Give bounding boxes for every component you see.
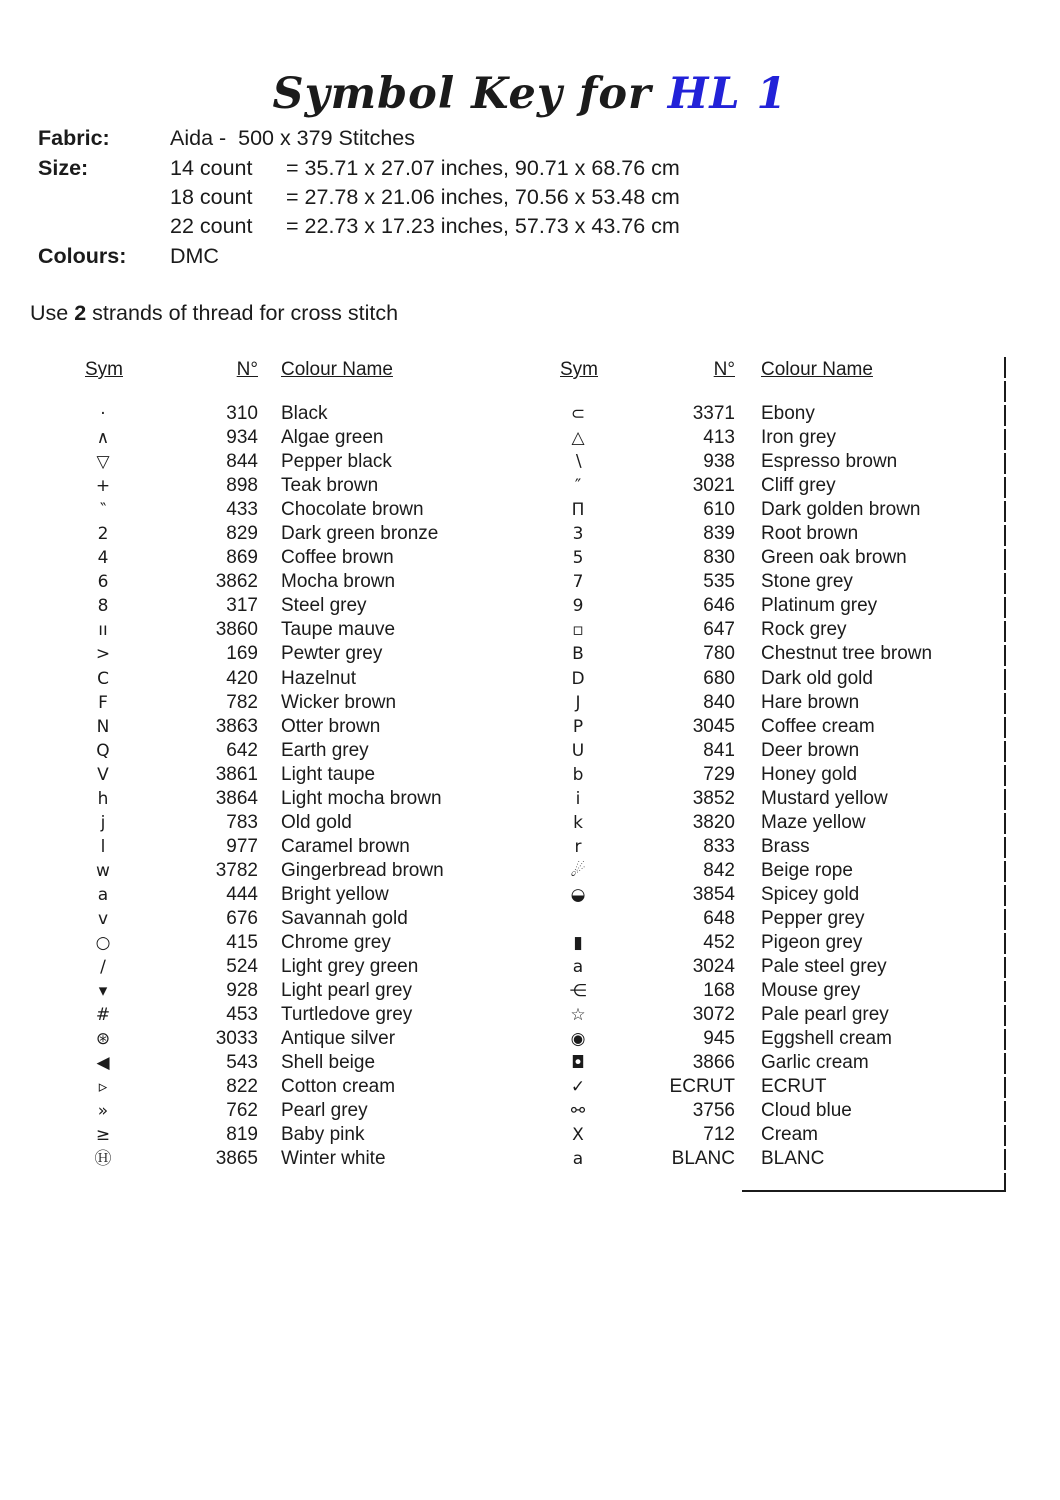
symbol-cell: h [97,788,109,809]
key-row [560,1027,1000,1051]
colour-name-cell: Otter brown [281,715,381,737]
symbol-cell: 2 [97,524,109,545]
number-cell: 169 [226,643,258,665]
key-row [85,1051,525,1075]
number-cell: 3866 [692,1052,735,1074]
colour-name-cell: Pale pearl grey [761,1004,889,1026]
number-cell: 3371 [692,403,735,424]
colour-name-cell: Cream [761,1124,819,1146]
size-dims-14: = 35.71 x 27.07 inches, 90.71 x 68.76 cm [286,156,680,180]
number-cell: 444 [226,883,258,905]
symbol-cell: 9 [572,596,584,617]
key-row [560,1051,1000,1075]
symbol-cell: 6 [97,572,109,593]
symbol-cell: 8 [97,596,109,617]
colour-name-cell: Rock grey [761,619,847,641]
key-row [560,715,1000,739]
number-cell: 610 [703,499,735,521]
symbol-cell: Q [96,740,110,761]
key-row [85,570,525,594]
number-cell: 535 [703,571,735,593]
strands-instruction [30,301,398,326]
number-cell: 841 [703,739,735,761]
size-line-22 [38,214,680,238]
colour-name-cell: Caramel brown [281,835,410,857]
symbol-cell: · [100,404,106,424]
number-cell: 646 [703,595,735,617]
number-cell: 945 [703,1028,735,1050]
size-count-18: 18 count [170,185,253,209]
colour-name-cell: Ebony [761,403,815,424]
number-cell: 819 [226,1124,258,1146]
key-row [560,642,1000,666]
number-cell: 524 [226,956,258,978]
header-number: N° [713,359,735,380]
number-cell: 3024 [692,956,735,978]
key-row [560,763,1000,787]
symbol-cell: ☆ [570,1005,586,1026]
colour-name-cell: Dark green bronze [281,523,439,545]
key-row [560,546,1000,570]
key-row [85,1099,525,1123]
key-row [560,835,1000,859]
symbol-cell: J [575,692,581,713]
number-cell: 869 [226,547,258,569]
colour-name-cell: Chestnut tree brown [761,643,933,665]
number-cell: 647 [703,619,735,641]
key-row [85,402,525,426]
symbol-cell: ⊂ [570,404,586,424]
number-cell: 310 [226,403,258,424]
colour-name-cell: Root brown [761,523,859,545]
colour-name-cell: Pewter grey [281,643,383,665]
number-cell: 168 [703,980,735,1002]
key-row [85,1027,525,1051]
key-row [85,763,525,787]
symbol-cell: B [572,644,584,665]
header-number: N° [236,359,258,380]
key-row [560,787,1000,811]
header-colour-name: Colour Name [281,359,393,380]
colour-name-cell: Light mocha brown [281,787,442,809]
symbol-cell: ″ [574,476,582,497]
colour-name-cell: Pepper black [281,451,392,473]
key-row [560,955,1000,979]
size-line-14 [38,156,680,180]
number-cell: 830 [703,547,735,569]
symbol-cell: △ [571,428,585,449]
number-cell: 415 [226,932,258,954]
symbol-cell: ∕ [100,957,106,978]
colour-name-cell: Garlic cream [761,1052,869,1074]
symbol-cell: V [97,764,109,785]
key-row [560,426,1000,450]
number-cell: 840 [703,691,735,713]
instruction-suffix: strands of thread for cross stitch [86,301,399,325]
fabric-value: Aida - 500 x 379 Stitches [170,126,416,150]
number-cell: 934 [226,427,258,449]
symbol-cell: > [95,644,111,665]
key-row [85,450,525,474]
symbol-cell: ⚯ [570,1101,586,1122]
number-cell: 317 [226,595,258,617]
symbol-cell: ▽ [96,452,110,473]
symbol-cell: 7 [572,572,584,593]
number-cell: 839 [703,523,735,545]
number-cell: 642 [226,739,258,761]
symbol-cell: Π [571,500,585,521]
symbol-cell: P [572,716,584,737]
colour-name-cell: Turtledove grey [281,1004,413,1026]
number-cell: 833 [703,835,735,857]
key-row [85,667,525,691]
symbol-cell: U [571,740,585,761]
symbol-cell: » [97,1101,109,1122]
colour-name-cell: Black [281,403,328,424]
symbol-cell: j [100,812,106,833]
key-row [85,546,525,570]
number-cell: 420 [226,667,258,689]
number-cell: 780 [703,643,735,665]
symbol-cell: a [572,957,584,978]
symbol-cell: ◉ [570,1029,586,1050]
colour-name-cell: Deer brown [761,739,860,761]
colour-name-cell: Pigeon grey [761,932,863,954]
number-cell: 3861 [215,763,258,785]
colour-name-cell: Chrome grey [281,932,391,954]
key-row [560,883,1000,907]
key-column-left [85,358,525,1170]
key-row [560,907,1000,931]
symbol-cell: ☄ [570,860,586,881]
colour-name-cell: Light taupe [281,763,376,785]
colour-name-cell: Pale steel grey [761,956,887,978]
fabric-label: Fabric: [38,126,110,150]
colour-name-cell: Savannah gold [281,907,408,929]
key-row [560,570,1000,594]
key-row [85,931,525,955]
symbol-cell: i [575,788,581,809]
number-cell: 762 [226,1100,258,1122]
colour-name-cell: Hazelnut [281,667,356,689]
symbol-cell: a [572,1149,584,1170]
size-count-22: 22 count [170,214,253,238]
colour-name-cell: Antique silver [281,1028,396,1050]
key-row [85,618,525,642]
symbol-cell: 3 [572,524,584,545]
key-row [560,691,1000,715]
key-row [560,1147,1000,1171]
number-cell: 3860 [215,619,258,641]
colour-name-cell: Chocolate brown [281,499,424,521]
symbol-cell: ‶ [99,500,107,521]
key-row [85,1003,525,1027]
colour-name-cell: Brass [761,835,810,857]
symbol-cell: ◘ [571,1053,585,1074]
fabric-line [38,126,415,150]
key-row [560,450,1000,474]
key-row [560,1075,1000,1099]
page-title [0,69,1060,119]
number-cell: 3021 [692,475,735,497]
symbol-cell: X [572,1125,584,1146]
colour-name-cell: Teak brown [281,475,379,497]
colour-name-cell: Pearl grey [281,1100,368,1122]
colour-name-cell: Mouse grey [761,980,861,1002]
symbol-cell: F [98,692,108,713]
symbol-cell: ⊛ [95,1029,111,1050]
colour-name-cell: Steel grey [281,595,367,617]
number-cell: 648 [703,907,735,929]
key-row [85,907,525,931]
number-cell: 783 [226,811,258,833]
key-row [560,739,1000,763]
number-cell: 3045 [692,715,735,737]
key-row [85,691,525,715]
title-prefix: Symbol Key for [272,69,652,119]
symbol-cell: D [571,668,585,689]
symbol-cell: b [572,764,584,785]
colour-name-cell: Coffee cream [761,715,875,737]
number-cell: BLANC [671,1148,735,1170]
header-sym: Sym [560,359,598,380]
colour-name-cell: Gingerbread brown [281,859,444,881]
number-cell: 3862 [215,571,258,593]
colour-name-cell: Cloud blue [761,1100,852,1122]
colour-name-cell: Cotton cream [281,1076,396,1098]
key-row [560,859,1000,883]
colour-name-cell: Algae green [281,427,384,449]
colour-name-cell: Stone grey [761,571,853,593]
number-cell: 3863 [215,715,258,737]
header-colour-name: Colour Name [761,359,873,380]
colour-name-cell: Bright yellow [281,883,389,905]
key-row [85,835,525,859]
colour-name-cell: Green oak brown [761,547,907,569]
key-row [560,594,1000,618]
key-row [560,402,1000,426]
symbol-cell: ○ [95,933,111,954]
colour-name-cell: Platinum grey [761,595,878,617]
symbol-cell: # [95,1005,111,1026]
key-row [560,1099,1000,1123]
symbol-cell: l [100,836,106,857]
size-count-14: 14 count [170,156,253,180]
colour-name-cell: Pepper grey [761,907,865,929]
key-row [560,931,1000,955]
colour-name-cell: Earth grey [281,739,369,761]
number-cell: 3854 [692,883,735,905]
symbol-cell: ✓ [570,1077,586,1098]
colours-label: Colours: [38,244,127,268]
colour-name-cell: Shell beige [281,1052,376,1074]
number-cell: 680 [703,667,735,689]
key-row [560,1003,1000,1027]
colour-name-cell: Espresso brown [761,451,898,473]
symbol-cell: 4 [97,548,109,569]
key-row [560,979,1000,1003]
number-cell: 3033 [215,1028,258,1050]
number-cell: 433 [226,499,258,521]
symbol-cell: ◒ [570,884,586,905]
key-column-right [560,358,1000,1170]
key-row [85,594,525,618]
size-label: Size: [38,156,89,180]
key-row [560,522,1000,546]
symbol-cell: a [97,884,109,905]
colour-name-cell: BLANC [761,1148,825,1170]
key-row [85,1147,525,1171]
symbol-cell: ▫ [572,620,584,641]
bottom-rule [742,1190,1006,1192]
colour-name-cell: Honey gold [761,763,858,785]
key-row [85,426,525,450]
number-cell: 928 [226,980,258,1002]
key-row [85,474,525,498]
colour-name-cell: Eggshell cream [761,1028,892,1050]
colour-name-cell: Mustard yellow [761,787,888,809]
colour-name-cell: Maze yellow [761,811,866,833]
colour-name-cell: Beige rope [761,859,853,881]
symbol-cell: + [95,476,111,497]
key-row [85,1123,525,1147]
colour-name-cell: Coffee brown [281,547,394,569]
number-cell: 842 [703,859,735,881]
size-dims-22: = 22.73 x 17.23 inches, 57.73 x 43.76 cm [286,214,680,238]
right-dashed-rule [1004,357,1006,1192]
symbol-cell: v [97,908,109,929]
symbol-cell: ∖ [572,452,584,473]
number-cell: 453 [226,1004,258,1026]
number-cell: 3865 [215,1148,258,1170]
colour-name-cell: Wicker brown [281,691,397,713]
colour-name-cell: Hare brown [761,691,860,713]
number-cell: 3820 [692,811,735,833]
symbol-cell: k [573,812,583,833]
number-cell: 3782 [215,859,258,881]
title-pattern-code: HL 1 [667,69,788,119]
symbol-cell: Ⓗ [94,1149,112,1170]
colour-name-cell: Cliff grey [761,475,836,497]
number-cell: 829 [226,523,258,545]
key-row [560,1123,1000,1147]
key-row [85,498,525,522]
number-cell: 712 [703,1124,735,1146]
colour-name-cell: Dark old gold [761,667,873,689]
key-row [85,883,525,907]
number-cell: 977 [226,835,258,857]
key-row [85,642,525,666]
key-row [560,667,1000,691]
symbol-cell: r [574,836,582,857]
key-row [85,811,525,835]
number-cell: 3864 [215,787,258,809]
colour-name-cell: Iron grey [761,427,836,449]
colour-name-cell: Light pearl grey [281,980,412,1002]
symbol-cell: ıı [98,620,108,641]
symbol-cell: w [96,860,110,881]
key-row [85,739,525,763]
key-row [85,955,525,979]
table-header-right [560,358,1000,382]
number-cell: 3072 [692,1004,735,1026]
table-header-left [85,358,525,382]
symbol-cell [560,907,596,931]
key-row [560,474,1000,498]
key-row [85,715,525,739]
number-cell: 898 [226,475,258,497]
colour-name-cell: Taupe mauve [281,619,396,641]
instruction-prefix: Use [30,301,75,325]
symbol-cell: ∧ [96,428,110,449]
key-rows-left [85,402,525,1172]
number-cell: 413 [703,427,735,449]
number-cell: 543 [226,1052,258,1074]
number-cell: 822 [226,1076,258,1098]
number-cell: 676 [226,907,258,929]
number-cell: 729 [703,763,735,785]
colour-name-cell: Light grey green [281,956,419,978]
number-cell: 452 [703,932,735,954]
key-row [85,522,525,546]
symbol-cell: 5 [572,548,584,569]
key-row [85,859,525,883]
symbol-cell: ≥ [95,1125,111,1146]
number-cell: 938 [703,451,735,473]
symbol-cell: ◀ [96,1053,110,1074]
strand-count: 2 [74,301,87,325]
symbol-cell: ⋲ [569,981,587,1002]
size-line-18 [38,185,680,209]
key-rows-right [560,402,1000,1172]
symbol-cell: ▮ [573,933,583,954]
header-sym: Sym [85,359,123,380]
colour-name-cell: Baby pink [281,1124,365,1146]
colour-name-cell: Spicey gold [761,883,860,905]
key-row [560,498,1000,522]
number-cell: 3852 [692,787,735,809]
colours-value: DMC [170,244,219,268]
colour-name-cell: ECRUT [761,1076,827,1098]
number-cell: ECRUT [669,1076,735,1098]
number-cell: 844 [226,451,258,473]
key-row [560,811,1000,835]
symbol-cell: ▹ [98,1077,108,1098]
colour-name-cell: Old gold [281,811,352,833]
key-row [85,787,525,811]
size-dims-18: = 27.78 x 21.06 inches, 70.56 x 53.48 cm [286,185,680,209]
number-cell: 782 [226,691,258,713]
colour-name-cell: Dark golden brown [761,499,921,521]
key-row [85,1075,525,1099]
key-row [85,979,525,1003]
symbol-cell: C [97,668,109,689]
symbol-cell: N [96,716,110,737]
colour-name-cell: Winter white [281,1148,386,1170]
number-cell: 3756 [692,1100,735,1122]
colours-line [38,244,219,268]
key-row [560,618,1000,642]
symbol-cell: ▾ [98,981,108,1002]
colour-name-cell: Mocha brown [281,571,396,593]
